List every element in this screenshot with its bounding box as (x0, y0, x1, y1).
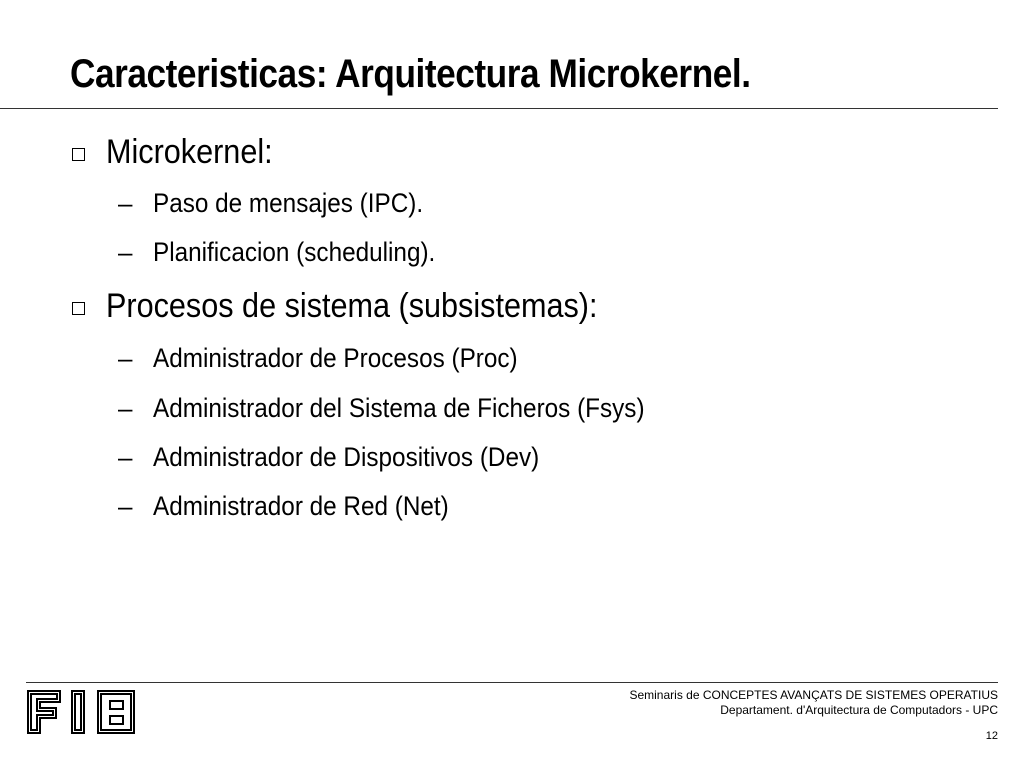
sub-item-label: Administrador de Dispositivos (Dev) (153, 442, 540, 472)
dash-marker: – (118, 188, 133, 218)
sub-item-label: Administrador del Sistema de Ficheros (Fsys) (153, 393, 645, 423)
page-number: 12 (985, 730, 998, 742)
footer-divider (26, 682, 998, 683)
footer-seminar-line: Seminaris de CONCEPTES AVANÇATS DE SISTEMES OPERATIUS (629, 688, 998, 702)
dash-marker: – (118, 491, 133, 521)
sub-item-ipc (118, 187, 453, 219)
sub-item-label: Administrador de Red (Net) (153, 491, 449, 521)
title-divider (0, 108, 998, 109)
dash-marker: – (118, 442, 133, 472)
bullet-procesos-sistema (72, 286, 652, 326)
sub-item-label: Administrador de Procesos (Proc) (153, 343, 518, 373)
dash-marker: – (118, 343, 133, 373)
sub-item-dev (118, 441, 582, 473)
slide-title: Caracteristicas: Arquitectura Microkernel. (70, 52, 751, 96)
square-bullet-icon (72, 302, 85, 315)
bullet-label: Procesos de sistema (subsistemas): (106, 287, 598, 325)
bullet-label: Microkernel: (106, 133, 273, 171)
bullet-microkernel (72, 132, 291, 172)
footer-credits (629, 688, 998, 718)
sub-item-label: Paso de mensajes (IPC). (153, 188, 424, 218)
dash-marker: – (118, 237, 133, 267)
sub-item-label: Planificacion (scheduling). (153, 237, 436, 267)
square-bullet-icon (72, 148, 85, 161)
sub-item-net (118, 490, 482, 522)
sub-item-fsys (118, 392, 699, 424)
dash-marker: – (118, 393, 133, 423)
sub-item-scheduling (118, 236, 467, 268)
footer-department-line: Departament. d'Arquitectura de Computadors - UPC (720, 703, 998, 717)
sub-item-proc (118, 342, 558, 374)
fib-logo (26, 689, 138, 735)
